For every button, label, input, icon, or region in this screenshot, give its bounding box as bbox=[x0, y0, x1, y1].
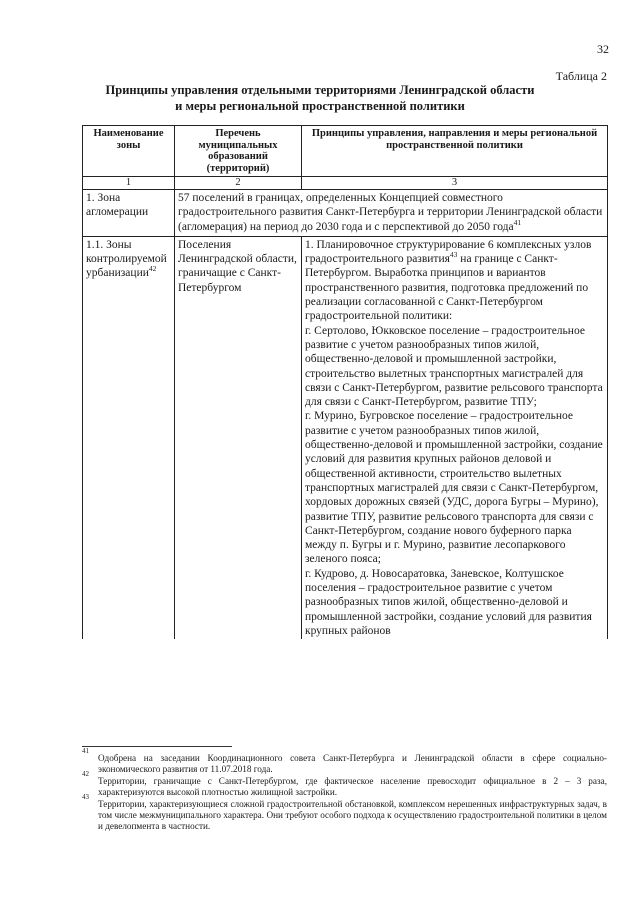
footnote-ref-42: 42 bbox=[148, 264, 157, 274]
header-municipalities: Перечень муниципальных образований (территорий) bbox=[175, 126, 302, 177]
principle-paragraph-1 bbox=[305, 238, 604, 324]
column-number-2: 2 bbox=[175, 177, 302, 190]
footnote-ref-41: 41 bbox=[513, 217, 522, 227]
header-principles: Принципы управления, направления и меры региональной пространственной политики bbox=[302, 126, 608, 177]
column-number-row bbox=[83, 177, 608, 190]
principle-item-murino: г. Мурино, Бугровское поселение – градостроительное развитие с учетом разнообразных типов жилой, общественно-деловой и промышленной застройки, создание условий для развития крупных районов деловой и общественной активности, строительство вылетных транспортных магистралей для связи с Санкт-Петербургом, хордовых дорожных связей (УДС, дорога Бугры – Мурино), развитие ТПУ, развитие рельсового транспорта для связи с Санкт-Петербургом, создание нового буферного парка между п. Бугры и г. Мурино, развитие лесопаркового зеленого пояса; bbox=[305, 410, 603, 566]
footnote-text: Территории, характеризующиеся сложной градостроительной обстановкой, комплексом нерешенных инфраструктурных задач, в том числе межмуниципального характера. Они требуют особого подхода к осуществлению градостроительной политики в целом и девелопмента в частности. bbox=[98, 798, 607, 832]
footnote-ref-43: 43 bbox=[449, 250, 458, 260]
page-number: 32 bbox=[597, 42, 609, 56]
table-row-controlled-urbanization bbox=[83, 236, 608, 639]
footnote-41: 41 Одобрена на заседании Координационного совета Санкт-Петербурга и Ленинградской области в сфере социально-экономического развития от 11.07.2018 года. bbox=[82, 747, 607, 775]
table-row-agglomeration bbox=[83, 190, 608, 237]
column-number-3: 3 bbox=[302, 177, 608, 190]
principle-item-kudrovo: г. Кудрово, д. Новосаратовка, Заневское, Колтушское поселения – градостроительное развитие с учетом разнообразных типов жилой, общественно-деловой и промышленной застройки, создание условий для развития крупных районов bbox=[305, 567, 592, 637]
subzone-name-text: 1.1. Зоны контролируемой урбанизации bbox=[86, 238, 167, 280]
zone-description-text: 57 поселений в границах, определенных Концепцией совместного градостроительного развития Санкт-Петербурга и территории Ленинградской области (агломерация) на период до 2030 года и с перспективой до 2050 года bbox=[178, 192, 603, 233]
document-title bbox=[60, 82, 580, 114]
principle-text-end: на границе с Санкт-Петербургом. Выработка принципов и вариантов пространственного развития, подготовка предложений по реализации согласованной с Санкт-Петербургом градостроительной политики: bbox=[305, 253, 589, 323]
footnote-separator bbox=[82, 746, 232, 747]
title-line-2: и меры региональной пространственной политики bbox=[175, 99, 465, 113]
zone-name-cell: 1. Зона агломерации bbox=[83, 190, 175, 237]
subzone-name-cell bbox=[83, 236, 175, 639]
footnote-text: Одобрена на заседании Координационного совета Санкт-Петербурга и Ленинградской области в сфере социально-экономического развития от 11.07.2018 года. bbox=[98, 753, 607, 775]
footnotes bbox=[82, 747, 607, 833]
subzone-territory-cell: Поселения Ленинградской области, граничащие с Санкт-Петербургом bbox=[175, 236, 302, 639]
table-header-row bbox=[83, 126, 608, 177]
subzone-principles-cell bbox=[302, 236, 608, 639]
column-number-1: 1 bbox=[83, 177, 175, 190]
title-line-1: Принципы управления отдельными территориями Ленинградской области bbox=[105, 83, 535, 97]
principles-table bbox=[82, 125, 608, 639]
header-zone-name: Наименование зоны bbox=[83, 126, 175, 177]
principle-text-start: 1. Планировочное структурирование 6 комплексных узлов градостроительного развития bbox=[305, 238, 592, 266]
principle-item-sertolovo: г. Сертолово, Юкковское поселение – градостроительное развитие с учетом разнообразных типов жилой, общественно-деловой и промышленной застройки, строительство вылетных транспортных магистралей для связи с Санкт-Петербургом, развитие рельсового транспорта для связи с Санкт-Петербургом, развитие ТПУ; bbox=[305, 324, 603, 409]
footnote-42: 42 Территории, граничащие с Санкт-Петербургом, где фактическое население превосходит официальное в 2 – 3 раза, характеризуются высокой плотностью жилищной застройки. bbox=[82, 769, 607, 798]
footnote-43: 43 Территории, характеризующиеся сложной градостроительной обстановкой, комплексом нерешенных инфраструктурных задач, в том числе межмуниципального характера. Они требуют особого подхода к осуществлению градостроительной политики в целом и девелопмента в частности. bbox=[82, 792, 607, 832]
table-label: Таблица 2 bbox=[555, 69, 607, 83]
footnote-text: Территории, граничащие с Санкт-Петербургом, где фактическое население превосходит официальное в 2 – 3 раза, характеризуются высокой плотностью жилищной застройки. bbox=[98, 775, 607, 798]
zone-description-cell bbox=[175, 190, 608, 237]
